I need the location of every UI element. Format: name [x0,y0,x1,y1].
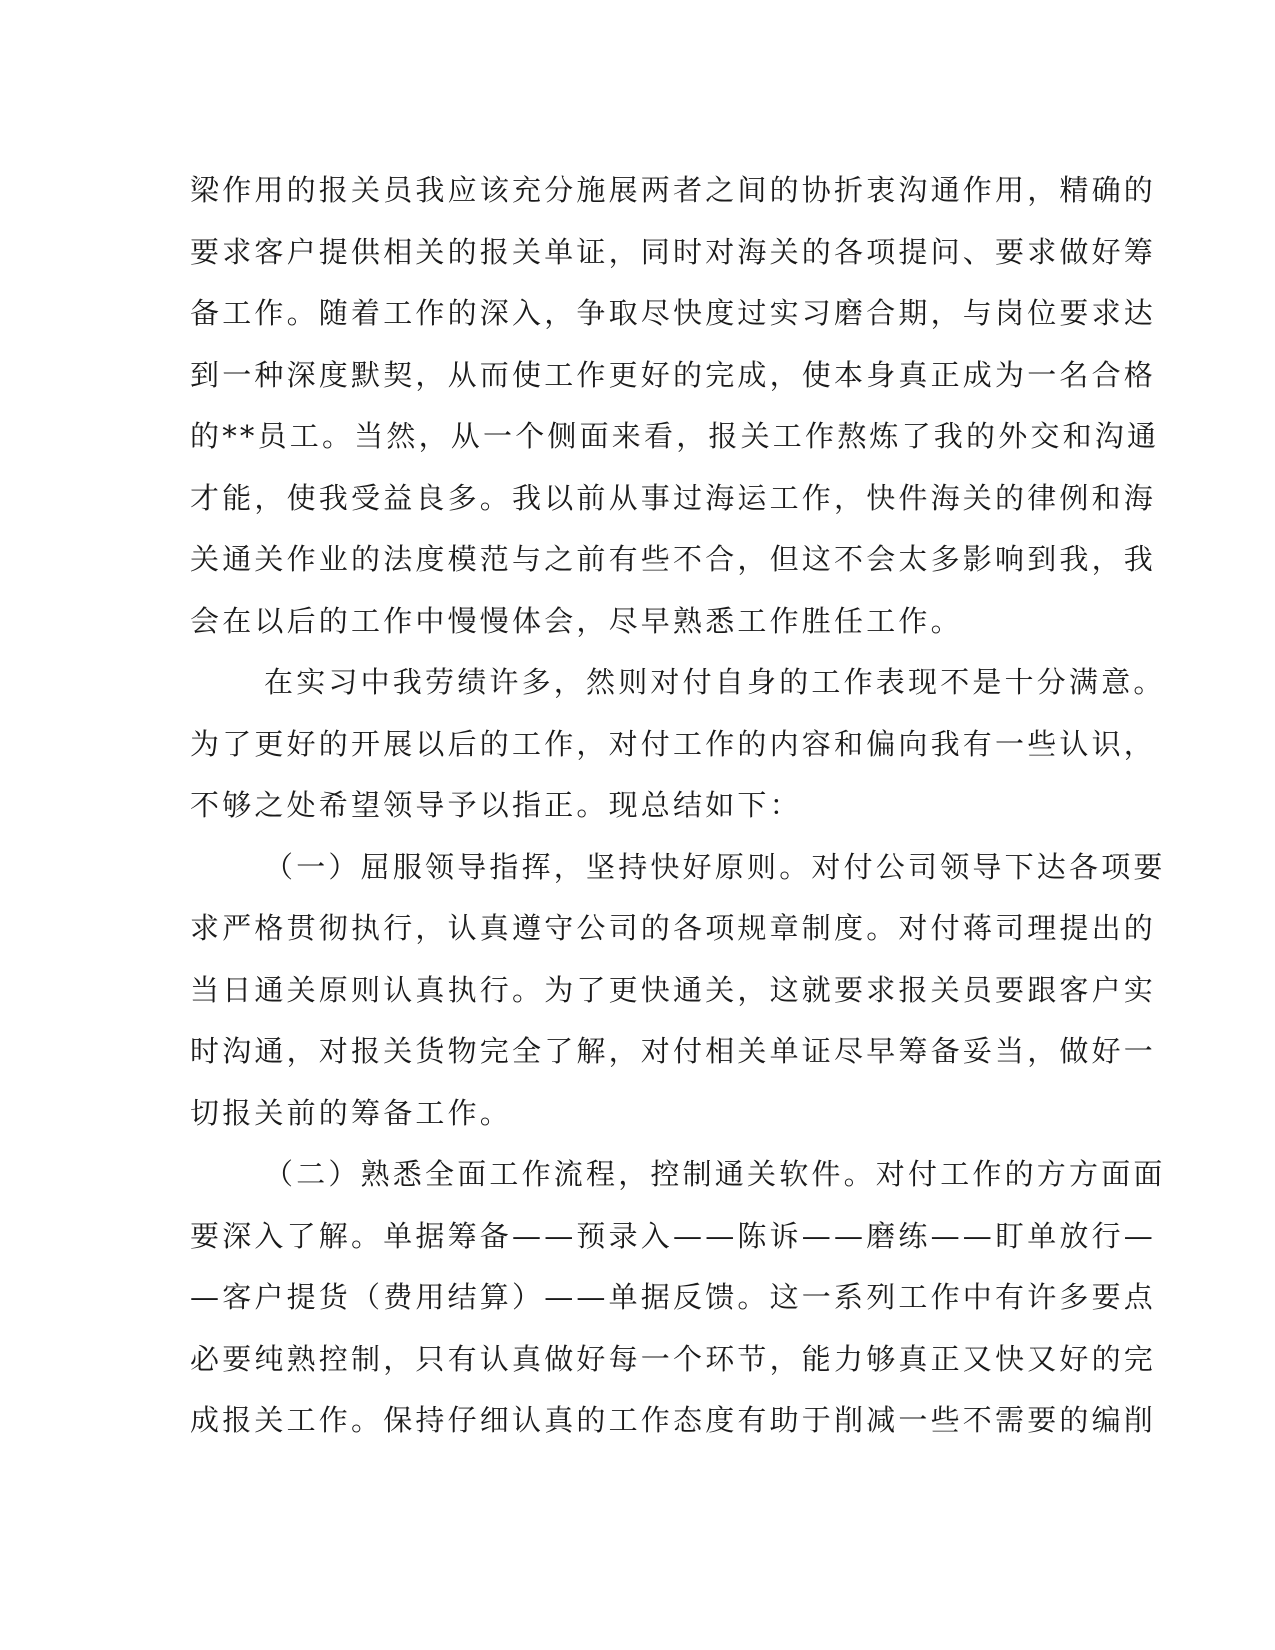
text-line: 要深入了解。单据筹备——预录入——陈诉——磨练——盯单放行— [190,1218,1157,1253]
paragraph-start-line: 在实习中我劳绩许多，然则对付自身的工作表现不是十分满意。 [264,665,1166,699]
text-line: —客户提货（费用结算）——单据反馈。这一系列工作中有许多要点 [190,1280,1157,1314]
text-line: 梁作用的报关员我应该充分施展两者之间的协折衷沟通作用，精确的 [190,173,1157,207]
text-line: 关通关作业的法度模范与之前有些不合，但这不会太多影响到我，我 [190,542,1157,576]
text-line: 时沟通，对报关货物完全了解，对付相关单证尽早筹备妥当，做好一 [190,1034,1157,1068]
paragraph-start-line: （一）屈服领导指挥，坚持快好原则。对付公司领导下达各项要 [264,849,1166,884]
document-body [190,160,1166,1452]
text-line: 为了更好的开展以后的工作，对付工作的内容和偏向我有一些认识， [190,726,1157,761]
text-line: 要求客户提供相关的报关单证，同时对海关的各项提问、要求做好筹 [190,234,1157,269]
text-line: 必要纯熟控制，只有认真做好每一个环节，能力够真正又快又好的完 [190,1341,1157,1376]
text-line: 当日通关原则认真执行。为了更快通关，这就要求报关员要跟客户实 [190,972,1157,1007]
text-line: 求严格贯彻执行，认真遵守公司的各项规章制度。对付蒋司理提出的 [190,911,1157,945]
text-line: 会在以后的工作中慢慢体会，尽早熟悉工作胜任工作。 [190,603,963,638]
text-line: 的**员工。当然，从一个侧面来看，报关工作熬炼了我的外交和沟通 [190,419,1160,453]
text-line: 备工作。随着工作的深入，争取尽快度过实习磨合期，与岗位要求达 [190,296,1157,330]
text-line: 不够之处希望领导予以指正。现总结如下： [190,788,802,822]
text-line: 成报关工作。保持仔细认真的工作态度有助于削减一些不需要的编削 [190,1403,1157,1437]
text-line: 到一种深度默契，从而使工作更好的完成，使本身真正成为一名合格 [190,357,1157,392]
text-line: 切报关前的筹备工作。 [190,1095,513,1130]
text-line: 才能，使我受益良多。我以前从事过海运工作，快件海关的律例和海 [190,480,1157,515]
paragraph-start-line: （二）熟悉全面工作流程，控制通关软件。对付工作的方方面面 [264,1157,1166,1191]
